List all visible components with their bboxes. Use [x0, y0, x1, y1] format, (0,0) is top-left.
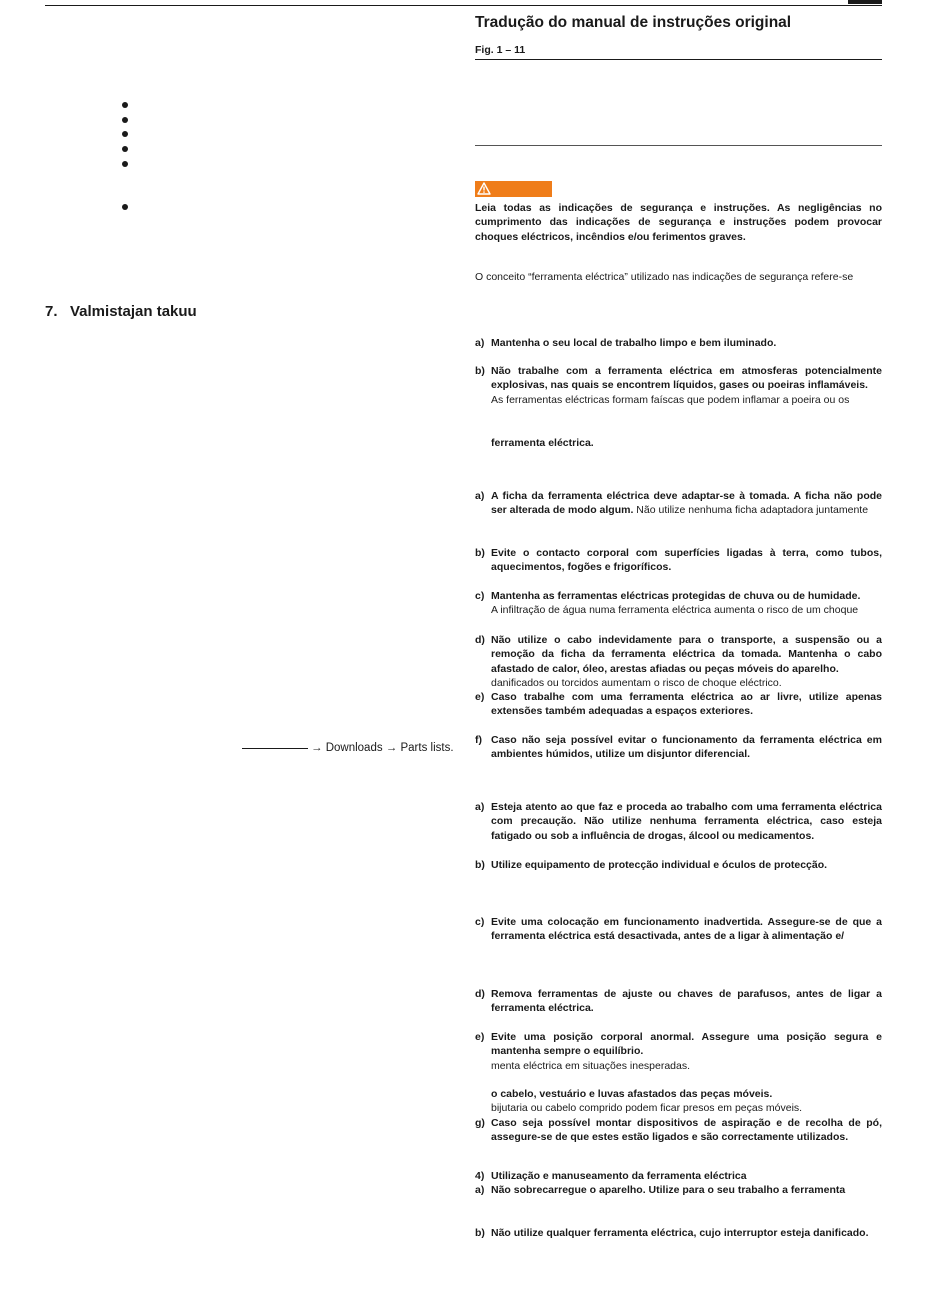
- item-bold-text: Não sobrecarregue o aparelho. Utilize para o seu trabalho a ferramenta: [491, 1184, 846, 1196]
- list-item: [475, 1226, 882, 1240]
- item-label: a): [475, 337, 485, 349]
- item-label: b): [475, 547, 485, 559]
- list-item: [475, 489, 882, 518]
- downloads-path: [242, 742, 454, 754]
- warning-text: Leia todas as indicações de segurança e instruções. As negligências no cumprimento das indicações de segurança e instruções podem provocar choques eléctricos, incêndios e/ou ferimentos graves.: [475, 202, 882, 243]
- warning-triangle-icon: [477, 182, 491, 195]
- item-label: c): [475, 590, 485, 602]
- list-item: [475, 336, 882, 350]
- header-rule: [45, 5, 882, 6]
- list-item: [475, 1183, 882, 1197]
- item-label: g): [475, 1117, 485, 1129]
- corner-mark: [848, 0, 882, 4]
- item-bold-text: Caso seja possível montar dispositivos de aspiração e de recolha de pó, assegure-se de que estes estão ligados e são correctamente utilizados.: [491, 1117, 882, 1144]
- item-normal-text: danificados ou torcidos aumentam o risco de choque eléctrico.: [491, 677, 782, 690]
- bullet: [122, 204, 128, 210]
- list-item: [475, 858, 882, 872]
- list-item: [475, 1030, 882, 1073]
- list-item: [475, 915, 882, 944]
- item-bold-text: Mantenha as ferramentas eléctricas protegidas de chuva ou de humidade.: [491, 590, 861, 602]
- item-label: c): [475, 916, 485, 928]
- section-title: Valmistajan takuu: [70, 303, 197, 320]
- item-label: b): [475, 365, 485, 377]
- item-bold-text: Não utilize qualquer ferramenta eléctrica, cujo interruptor esteja danificado.: [491, 1227, 869, 1239]
- item-label: e): [475, 691, 485, 703]
- list-item: [475, 546, 882, 575]
- item-normal-text: Não utilize nenhuma ficha adaptadora juntamente: [633, 504, 869, 517]
- list-item: [475, 364, 882, 407]
- bullet: [122, 117, 128, 123]
- list-item: [475, 690, 882, 719]
- item-bold-text: Evite o contacto corporal com superfícies ligadas à terra, como tubos, aquecimentos, fogões e frigoríficos.: [491, 547, 882, 574]
- item-label: d): [475, 634, 485, 646]
- warning-banner: [475, 181, 552, 197]
- list-item: [475, 1116, 882, 1145]
- list-item: [475, 633, 882, 691]
- bullet: [122, 146, 128, 152]
- item-normal-text: As ferramentas eléctricas formam faíscas que podem inflamar a poeira ou os: [491, 393, 850, 406]
- bullet: [122, 131, 128, 137]
- item-bold-text: Caso trabalhe com uma ferramenta eléctrica ao ar livre, utilize apenas extensões também adequadas a espaços exteriores.: [491, 691, 882, 718]
- figure-reference: Fig. 1 – 11: [475, 44, 526, 56]
- item-bold-text: Não utilize o cabo indevidamente para o transporte, a suspensão ou a remoção da ficha da ferramenta eléctrica da tomada. Mantenha o cabo afastado de calor, óleo, arestas afiadas ou peças móveis do aparelho.: [491, 634, 882, 675]
- item-label: b): [475, 1227, 485, 1239]
- item-normal-text: bijutaria ou cabelo comprido podem ficar presos em peças móveis.: [491, 1102, 803, 1115]
- item-label: e): [475, 1031, 485, 1043]
- item-label: a): [475, 490, 485, 502]
- item-bold-text: Utilização e manuseamento da ferramenta eléctrica: [491, 1170, 747, 1182]
- bullet: [122, 161, 128, 167]
- bullet: [122, 102, 128, 108]
- item-label: f): [475, 734, 482, 746]
- section-heading-warranty: [45, 303, 197, 320]
- item-bold-text: Caso não seja possível evitar o funcionamento da ferramenta eléctrica em ambientes húmidos, utilize um disjuntor diferencial.: [491, 734, 882, 761]
- item-bold-text: Remova ferramentas de ajuste ou chaves de parafusos, antes de ligar a ferramenta eléctrica.: [491, 988, 882, 1015]
- list-item: [475, 733, 882, 762]
- item-bold-text: Esteja atento ao que faz e proceda ao trabalho com uma ferramenta eléctrica com precaução. Não utilize nenhuma ferramenta eléctrica, caso esteja fatigado ou sob a influência de drogas, álcool ou medicamentos.: [491, 801, 882, 842]
- item-label: d): [475, 988, 485, 1000]
- list-item: [475, 436, 882, 450]
- section-rule: [475, 145, 882, 146]
- item-bold-text: Mantenha o seu local de trabalho limpo e bem iluminado.: [491, 337, 777, 349]
- section-number: 7.: [45, 303, 58, 320]
- blank-underline: [242, 748, 308, 749]
- list-item: [475, 1087, 882, 1116]
- item-label: 4): [475, 1170, 485, 1182]
- item-bold-text: Evite uma colocação em funcionamento inadvertida. Assegure-se de que a ferramenta eléctrica está desactivada, antes de a ligar à alimentação e/: [491, 916, 882, 943]
- item-label: a): [475, 1184, 485, 1196]
- item-bold-text: ferramenta eléctrica.: [491, 437, 594, 449]
- item-bold-text: Não trabalhe com a ferramenta eléctrica em atmosferas potencialmente explosivas, nas quais se encontrem líquidos, gases ou poeiras inflamáveis.: [491, 365, 882, 392]
- item-label: b): [475, 859, 485, 871]
- page-title: Tradução do manual de instruções original: [475, 14, 792, 31]
- concept-text: O conceito “ferramenta eléctrica” utilizado nas indicações de segurança refere-se: [475, 271, 854, 283]
- item-bold-text: Evite uma posição corporal anormal. Assegure uma posição segura e mantenha sempre o equilíbrio.: [491, 1031, 882, 1058]
- title-rule: [475, 59, 882, 60]
- list-item: [475, 800, 882, 843]
- list-item: [475, 589, 882, 618]
- item-bold-text: Utilize equipamento de protecção individual e óculos de protecção.: [491, 859, 828, 871]
- section-heading-4: [475, 1169, 882, 1183]
- downloads-text: → Downloads → Parts lists.: [311, 742, 454, 754]
- list-item: [475, 987, 882, 1016]
- item-label: a): [475, 801, 485, 813]
- item-bold-text: o cabelo, vestuário e luvas afastados das peças móveis.: [491, 1088, 773, 1100]
- item-bold-text: A ficha da ferramenta eléctrica deve adaptar-se à tomada. A ficha não pode ser alterada de modo algum.: [491, 490, 882, 517]
- item-normal-text: A infiltração de água numa ferramenta eléctrica aumenta o risco de um choque: [491, 604, 859, 617]
- item-normal-text: menta eléctrica em situações inesperadas.: [491, 1059, 691, 1072]
